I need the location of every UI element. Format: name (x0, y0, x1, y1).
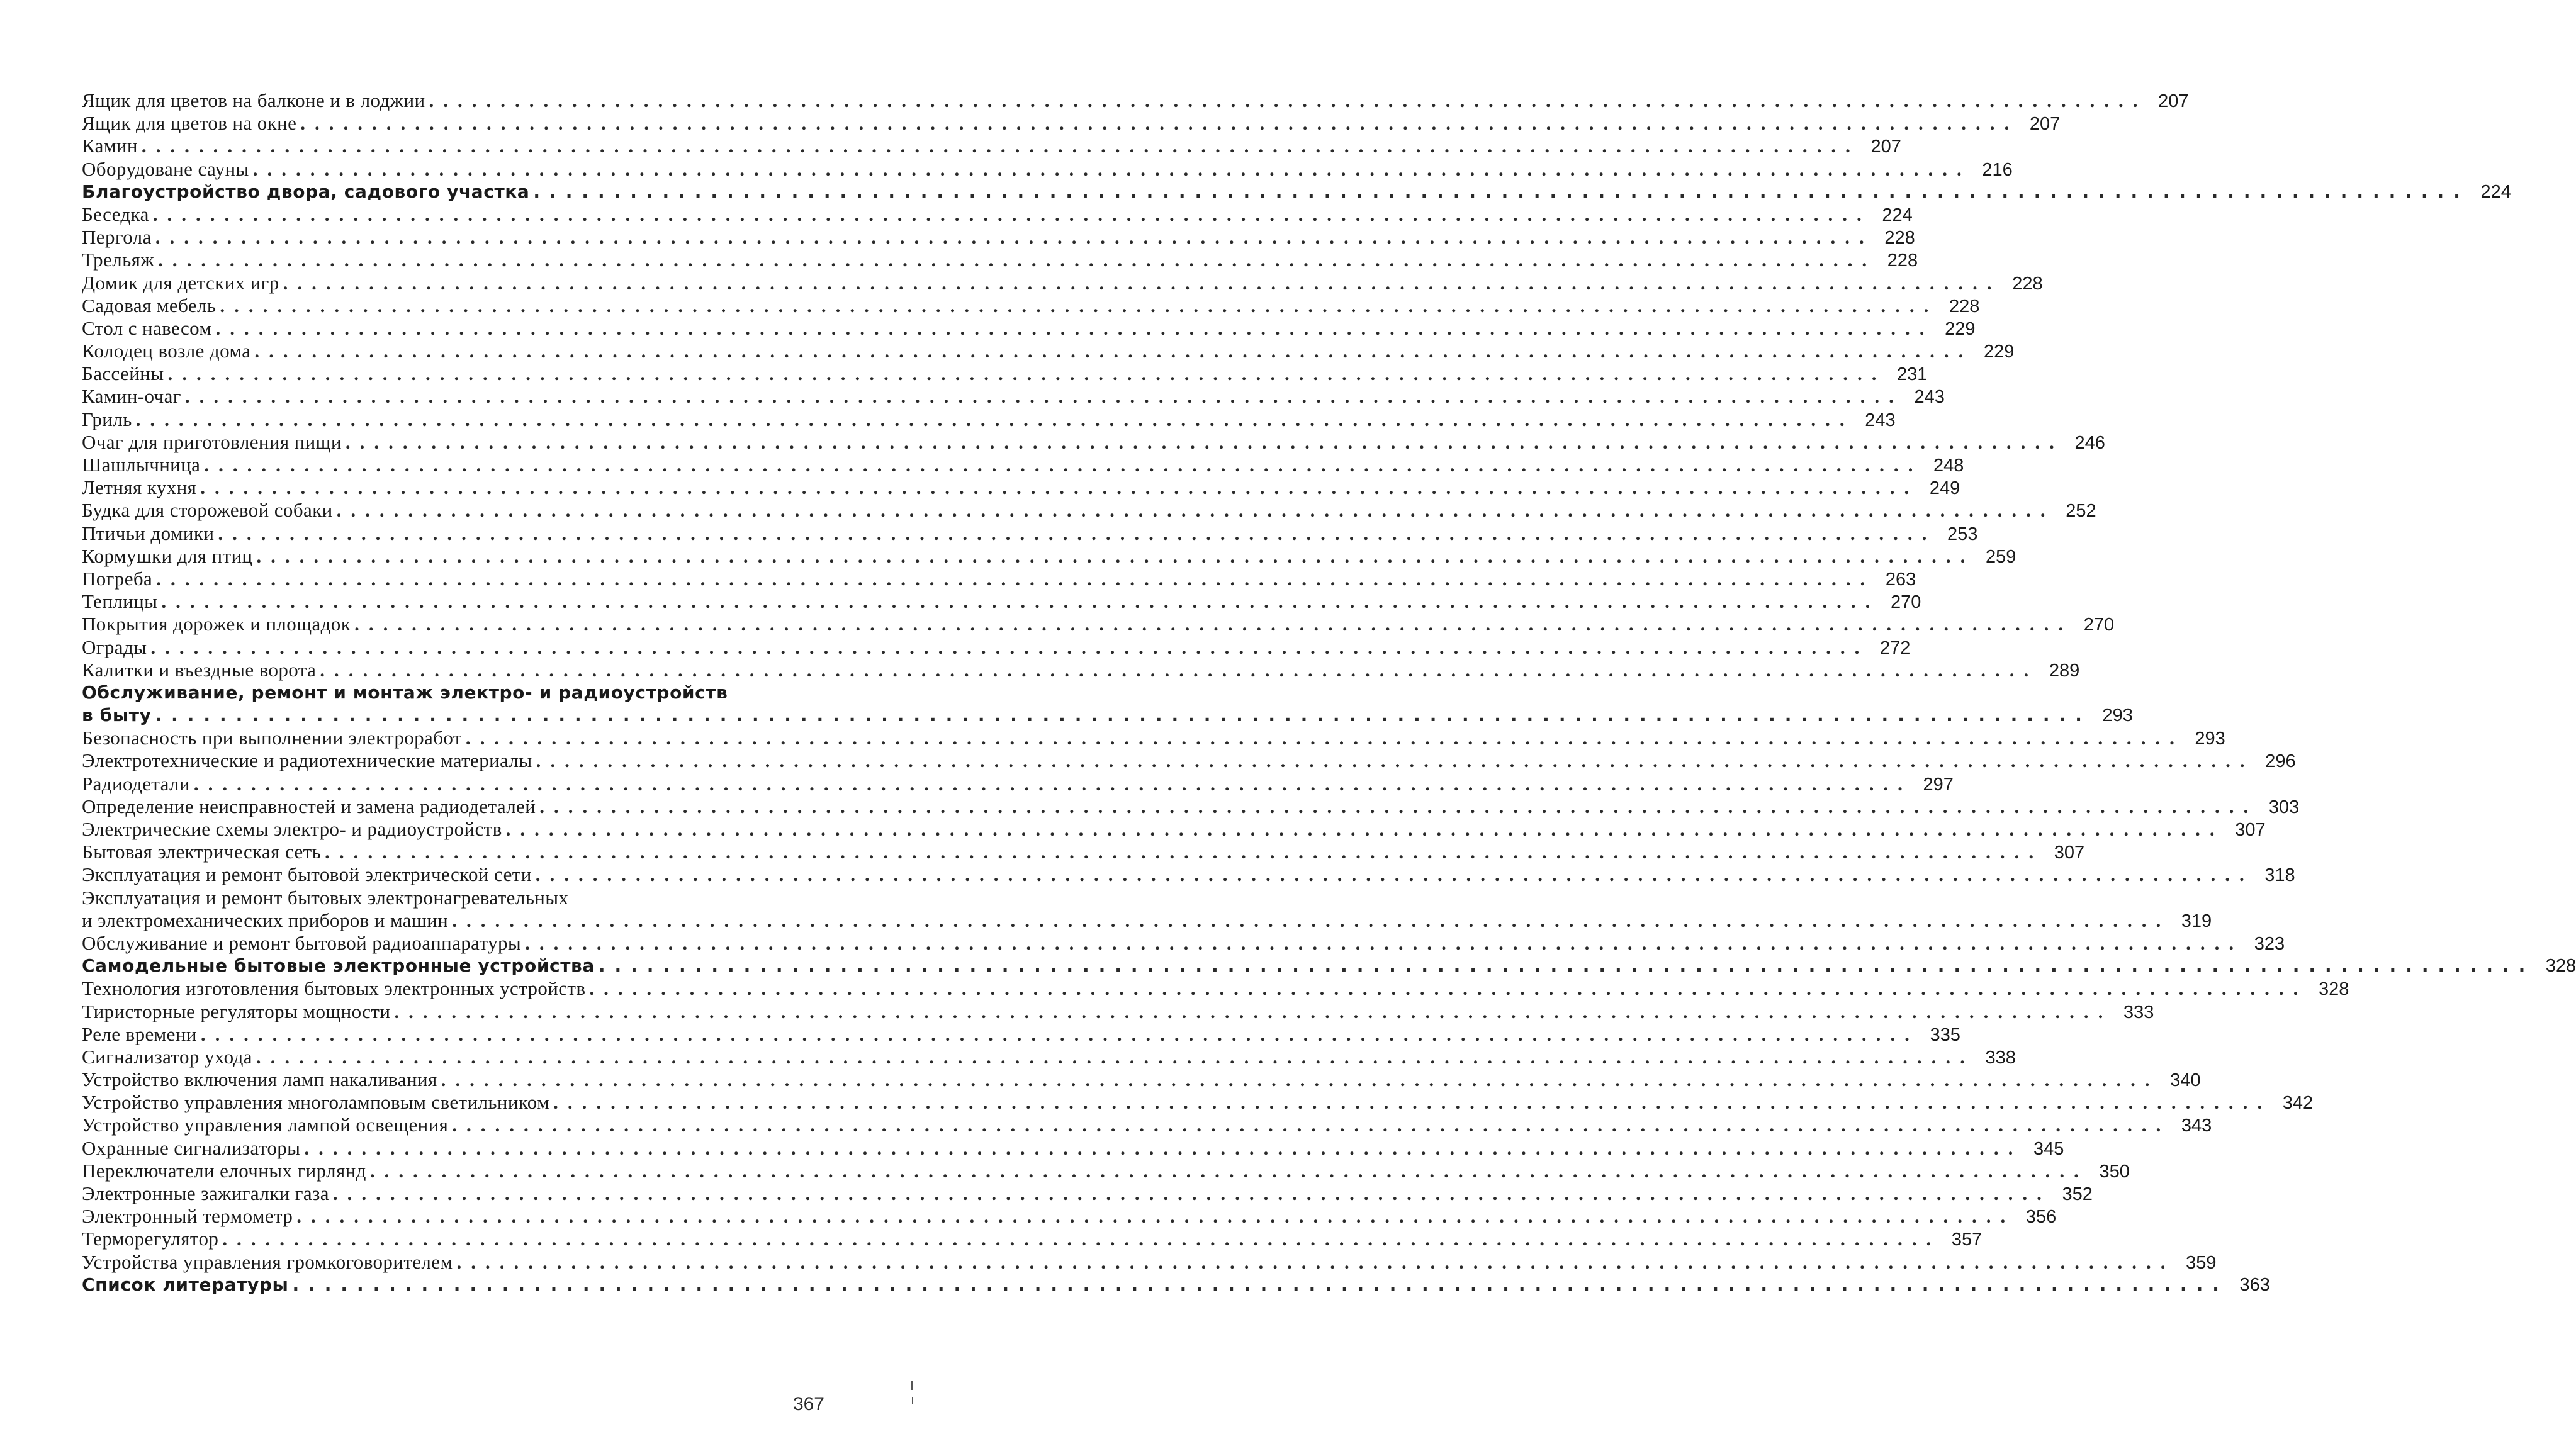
toc-entry-page: 333 (2123, 1002, 2154, 1022)
toc-entry-title: Электротехнические и радиотехнические материалы (82, 749, 532, 772)
dot-leader: ........................................................................................................................ (292, 1274, 2229, 1295)
toc-entry (82, 590, 1921, 613)
toc-entry-page: 357 (1951, 1230, 1983, 1250)
toc-entry (82, 454, 1964, 476)
toc-entry (82, 1274, 2270, 1296)
toc-entry (82, 772, 1954, 795)
toc-entry-page: 259 (1986, 546, 2016, 567)
dot-leader: ........................................................................................................................ (539, 795, 2258, 817)
toc-entry (82, 955, 2576, 977)
toc-entry-title: Ящик для цветов на балконе и в лоджии (82, 89, 425, 111)
toc-entry-page: 243 (1865, 410, 1896, 430)
toc-entry (82, 727, 2225, 749)
toc-entry-page: 335 (1930, 1024, 1960, 1045)
toc-entry-title: Ограды (82, 636, 147, 658)
toc-entry (82, 749, 2296, 772)
toc-entry-title: Охранные сигнализаторы (82, 1136, 301, 1159)
toc-entry (82, 1068, 2201, 1091)
toc-entry-title: Устройства управления громкоговорителем (82, 1250, 453, 1273)
page-number: 367 (792, 1394, 824, 1415)
toc-entry (82, 157, 2013, 181)
toc-entry-page: 243 (1914, 387, 1945, 408)
toc-entry-page: 224 (2480, 181, 2511, 202)
toc-entry (82, 112, 2061, 135)
dot-leader: ........................................................................................................................ (204, 454, 1923, 476)
toc-entry-page: 342 (2282, 1093, 2314, 1114)
toc-entry (82, 1182, 2093, 1205)
toc-entry-page: 207 (1870, 137, 1901, 157)
toc-entry-title: Трельяж (82, 249, 155, 271)
toc-entry (82, 499, 2096, 522)
dot-leader: ........................................................................................................................ (135, 408, 1854, 430)
toc-entry-page: 319 (2181, 910, 2212, 931)
table-of-contents (82, 89, 2576, 1296)
toc-entry-title: Шашлычница (82, 454, 201, 476)
toc-entry-page: 328 (2545, 956, 2576, 977)
toc-entry-title: Очаг для приготовления пищи (82, 430, 342, 453)
toc-entry-title: Безопасность при выполнении электроработ (82, 727, 462, 749)
toc-entry-title: Технология изготовления бытовых электронных устройств (82, 977, 586, 1000)
toc-entry-page: 231 (1897, 364, 1928, 385)
toc-entry-page: 307 (2235, 820, 2266, 841)
toc-entry (82, 931, 2285, 955)
toc-entry (82, 1000, 2154, 1023)
toc-entry-title: Покрытия дорожек и площадок (82, 613, 351, 636)
toc-entry-page: 323 (2254, 933, 2285, 954)
toc-entry-title: Погреба (82, 567, 153, 590)
toc-entry-page: 216 (1982, 159, 2013, 180)
dot-leader: ........................................................................................................................ (161, 590, 1880, 613)
toc-entry (82, 658, 2080, 681)
toc-entry-page: 224 (1882, 204, 1913, 225)
toc-entry-title: Эксплуатация и ремонт бытовой электрической сети (82, 863, 532, 886)
dot-leader: ........................................................................................................................ (553, 1091, 2272, 1114)
dot-leader: ........................................................................................................................ (598, 955, 2535, 977)
dot-leader: ........................................................................................................................ (369, 1159, 2088, 1182)
toc-entry (82, 1022, 1960, 1046)
toc-entry-title: Определение неисправностей и замена радиодеталей (82, 795, 536, 817)
toc-entry (82, 1205, 2057, 1228)
dot-leader: ........................................................................................................................ (345, 430, 2064, 453)
toc-entry-title: Терморегулятор (82, 1228, 219, 1250)
toc-entry (82, 636, 1911, 659)
toc-entry (82, 340, 2015, 362)
toc-entry-title: Гриль (82, 408, 132, 430)
dot-leader: ........................................................................................................................ (320, 658, 2039, 681)
dot-leader: ........................................................................................................................ (505, 818, 2224, 841)
toc-entry (82, 544, 2016, 568)
dot-leader: ........................................................................................................................ (193, 772, 1912, 795)
toc-entry-title: Домик для детских игр (82, 271, 279, 294)
dot-leader: ........................................................................................................................ (200, 1022, 1919, 1045)
toc-entry-title: Сигнализатор ухода (82, 1045, 252, 1068)
toc-entry-title: Теплицы (82, 590, 158, 613)
toc-entry (82, 795, 2300, 818)
toc-entry (82, 294, 1980, 317)
toc-entry-title: Калитки и въездные ворота (82, 658, 317, 681)
toc-entry-page: 293 (2102, 705, 2133, 726)
toc-entry (82, 385, 1945, 408)
dot-leader: ........................................................................................................................ (589, 977, 2308, 1000)
toc-entry (82, 841, 2085, 863)
toc-entry-page: 246 (2074, 432, 2105, 453)
dot-leader: ........................................................................................................................ (283, 271, 2001, 294)
toc-entry-title: Переключатели елочных гирлянд (82, 1159, 366, 1182)
toc-entry (82, 818, 2266, 841)
dot-leader: ........................................................................................................................ (300, 112, 2019, 135)
toc-entry-title: Будка для сторожевой собаки (82, 499, 333, 522)
toc-entry-title-continued: в быту (82, 705, 152, 726)
dot-leader: ........................................................................................................................ (150, 636, 1869, 658)
toc-entry-page: 228 (2012, 273, 2043, 294)
dot-leader: ........................................................................................................................ (141, 135, 1860, 157)
scan-edge-mark (912, 1397, 913, 1404)
toc-entry-page: 228 (1887, 250, 1918, 271)
dot-leader: ........................................................................................................................ (252, 157, 1971, 180)
toc-entry (82, 408, 1896, 431)
dot-leader: ........................................................................................................................ (256, 1045, 1974, 1068)
toc-entry-page: 207 (2158, 91, 2189, 111)
toc-entry (82, 681, 2133, 727)
toc-entry (82, 1250, 2217, 1274)
dot-leader: ........................................................................................................................ (156, 567, 1875, 590)
toc-entry (82, 181, 2511, 203)
toc-entry-title: Беседка (82, 203, 149, 225)
toc-entry-title: Эксплуатация и ремонт бытовых электронагревательных (82, 886, 569, 909)
toc-entry-title: Садовая мебель (82, 294, 217, 317)
toc-entry-title: Список литературы (82, 1274, 289, 1295)
toc-entry-title: Электронные зажигалки газа (82, 1182, 329, 1205)
toc-entry-page: 343 (2181, 1116, 2212, 1136)
toc-entry-title: Летняя кухня (82, 476, 197, 499)
toc-entry-page: 253 (1947, 524, 1978, 544)
toc-entry-title: Стол с навесом (82, 317, 212, 339)
toc-entry-page: 289 (2049, 660, 2080, 681)
toc-entry (82, 1136, 2064, 1160)
toc-entry-page: 318 (2264, 865, 2295, 886)
toc-entry (82, 135, 1901, 157)
toc-entry-title: Оборудоване сауны (82, 157, 249, 180)
toc-entry-title: Камин-очаг (82, 385, 181, 408)
toc-entry-page: 252 (2066, 501, 2096, 522)
dot-leader: ........................................................................................................................ (336, 499, 2055, 522)
toc-entry-page: 338 (1985, 1047, 2016, 1068)
scan-edge-mark (911, 1381, 913, 1390)
toc-entry-page: 229 (1983, 342, 2015, 362)
dot-leader: ........................................................................................................................ (452, 1114, 2171, 1136)
toc-entry-title: Ящик для цветов на окне (82, 112, 297, 135)
toc-entry (82, 863, 2295, 886)
toc-entry-title: Кормушки для птиц (82, 544, 253, 567)
toc-entry-page: 293 (2195, 729, 2225, 749)
dot-leader: ........................................................................................................................ (222, 1228, 1941, 1250)
dot-leader: ........................................................................................................................ (456, 1250, 2175, 1273)
dot-leader: ........................................................................................................................ (155, 705, 2091, 726)
toc-entry (82, 977, 2349, 1000)
toc-entry-continuation (82, 909, 2212, 932)
toc-entry-page: 340 (2170, 1070, 2201, 1091)
toc-entry-page: 297 (1923, 774, 1954, 795)
toc-entry-title: Устройство включения ламп накаливания (82, 1068, 437, 1091)
toc-entry (82, 1159, 2130, 1182)
toc-entry-title: Обслуживание и ремонт бытовой радиоаппаратуры (82, 931, 522, 954)
toc-entry (82, 249, 1918, 271)
toc-entry (82, 89, 2189, 112)
toc-entry (82, 203, 1913, 226)
dot-leader: ........................................................................................................................ (525, 931, 2244, 954)
dot-leader: ........................................................................................................................ (304, 1136, 2023, 1159)
toc-entry-page: 363 (2239, 1274, 2270, 1295)
dot-leader: ........................................................................................................................ (533, 181, 2470, 202)
toc-entry-title: Радиодетали (82, 772, 190, 795)
toc-entry-page: 263 (1885, 569, 1916, 590)
toc-entry-page: 307 (2054, 843, 2085, 863)
toc-entry-title: Колодец возле дома (82, 340, 251, 362)
toc-entry-title-continued: и электромеханических приборов и машин (82, 909, 449, 931)
toc-entry-title: Обслуживание, ремонт и монтаж электро- и радиоустройств (82, 681, 728, 703)
toc-entry (82, 430, 2105, 454)
dot-leader: ........................................................................................................................ (394, 1000, 2113, 1022)
toc-entry-page: 303 (2268, 797, 2300, 817)
toc-entry-page: 272 (1879, 637, 1911, 658)
toc-entry (82, 1228, 1983, 1250)
toc-entry-title: Самодельные бытовые электронные устройства (82, 955, 595, 977)
dot-leader: ........................................................................................................................ (354, 613, 2073, 636)
dot-leader: ........................................................................................................................ (218, 522, 1937, 544)
toc-entry-title: Пергола (82, 226, 152, 249)
toc-entry (82, 362, 1928, 385)
toc-entry-page: 356 (2025, 1207, 2057, 1228)
dot-leader: ........................................................................................................................ (155, 226, 1874, 249)
toc-entry-page: 207 (2029, 114, 2061, 135)
dot-leader: ........................................................................................................................ (465, 727, 2184, 749)
toc-entry-continuation (82, 704, 2133, 727)
toc-entry-page: 345 (2033, 1138, 2064, 1159)
toc-entry-title: Электрические схемы электро- и радиоустройств (82, 818, 502, 841)
toc-entry-title: Бытовая электрическая сеть (82, 841, 322, 863)
dot-leader: ........................................................................................................................ (535, 863, 2254, 886)
dot-leader: ........................................................................................................................ (441, 1068, 2159, 1091)
toc-entry-page: 228 (1884, 228, 1915, 249)
toc-entry-title: Устройство управления лампой освещения (82, 1114, 449, 1136)
dot-leader: ........................................................................................................................ (536, 749, 2254, 772)
toc-entry-title: Камин (82, 135, 138, 157)
toc-entry-page: 359 (2186, 1252, 2217, 1273)
dot-leader: ........................................................................................................................ (325, 841, 2044, 863)
dot-leader: ........................................................................................................................ (256, 544, 1975, 567)
toc-entry-page: 228 (1949, 296, 1980, 317)
toc-entry-page: 296 (2265, 751, 2296, 772)
toc-entry-page: 270 (2083, 615, 2115, 636)
toc-entry (82, 567, 1916, 590)
dot-leader: ........................................................................................................................ (200, 476, 1919, 499)
dot-leader: ........................................................................................................................ (152, 203, 1871, 225)
toc-entry-page: 328 (2319, 979, 2349, 1000)
toc-entry (82, 476, 1960, 499)
toc-entry (82, 1045, 2016, 1068)
dot-leader: ........................................................................................................................ (254, 340, 1973, 362)
dot-leader: ........................................................................................................................ (332, 1182, 2051, 1205)
dot-leader: ........................................................................................................................ (429, 89, 2147, 111)
toc-entry-title: Птичьи домики (82, 522, 215, 544)
dot-leader: ........................................................................................................................ (167, 362, 1886, 385)
toc-entry-page: 229 (1945, 318, 1976, 339)
toc-entry (82, 1114, 2212, 1136)
dot-leader: ........................................................................................................................ (158, 249, 1877, 271)
toc-entry (82, 886, 2212, 932)
toc-entry (82, 226, 1915, 249)
toc-entry-page: 270 (1891, 592, 1921, 613)
toc-entry-page: 352 (2062, 1184, 2093, 1205)
dot-leader: ........................................................................................................................ (452, 909, 2171, 931)
toc-entry (82, 522, 1978, 545)
toc-entry-title: Реле времени (82, 1022, 197, 1045)
toc-entry-page: 350 (2099, 1161, 2130, 1182)
toc-entry-page: 249 (1929, 478, 1960, 499)
toc-entry-title: Бассейны (82, 362, 164, 385)
dot-leader: ........................................................................................................................ (296, 1205, 2015, 1228)
toc-entry (82, 1091, 2314, 1114)
toc-entry-page: 248 (1933, 456, 1964, 476)
toc-entry (82, 271, 2043, 294)
toc-entry-title: Тиристорные регуляторы мощности (82, 1000, 391, 1022)
dot-leader: ........................................................................................................................ (184, 385, 1903, 408)
toc-entry-title: Устройство управления многоламповым светильником (82, 1091, 550, 1114)
dot-leader: ........................................................................................................................ (215, 317, 1934, 339)
toc-entry (82, 613, 2115, 636)
toc-entry-title: Благоустройство двора, садового участка (82, 181, 530, 202)
dot-leader: ........................................................................................................................ (220, 294, 1938, 317)
toc-entry-title: Электронный термометр (82, 1205, 293, 1228)
toc-entry (82, 317, 1976, 340)
